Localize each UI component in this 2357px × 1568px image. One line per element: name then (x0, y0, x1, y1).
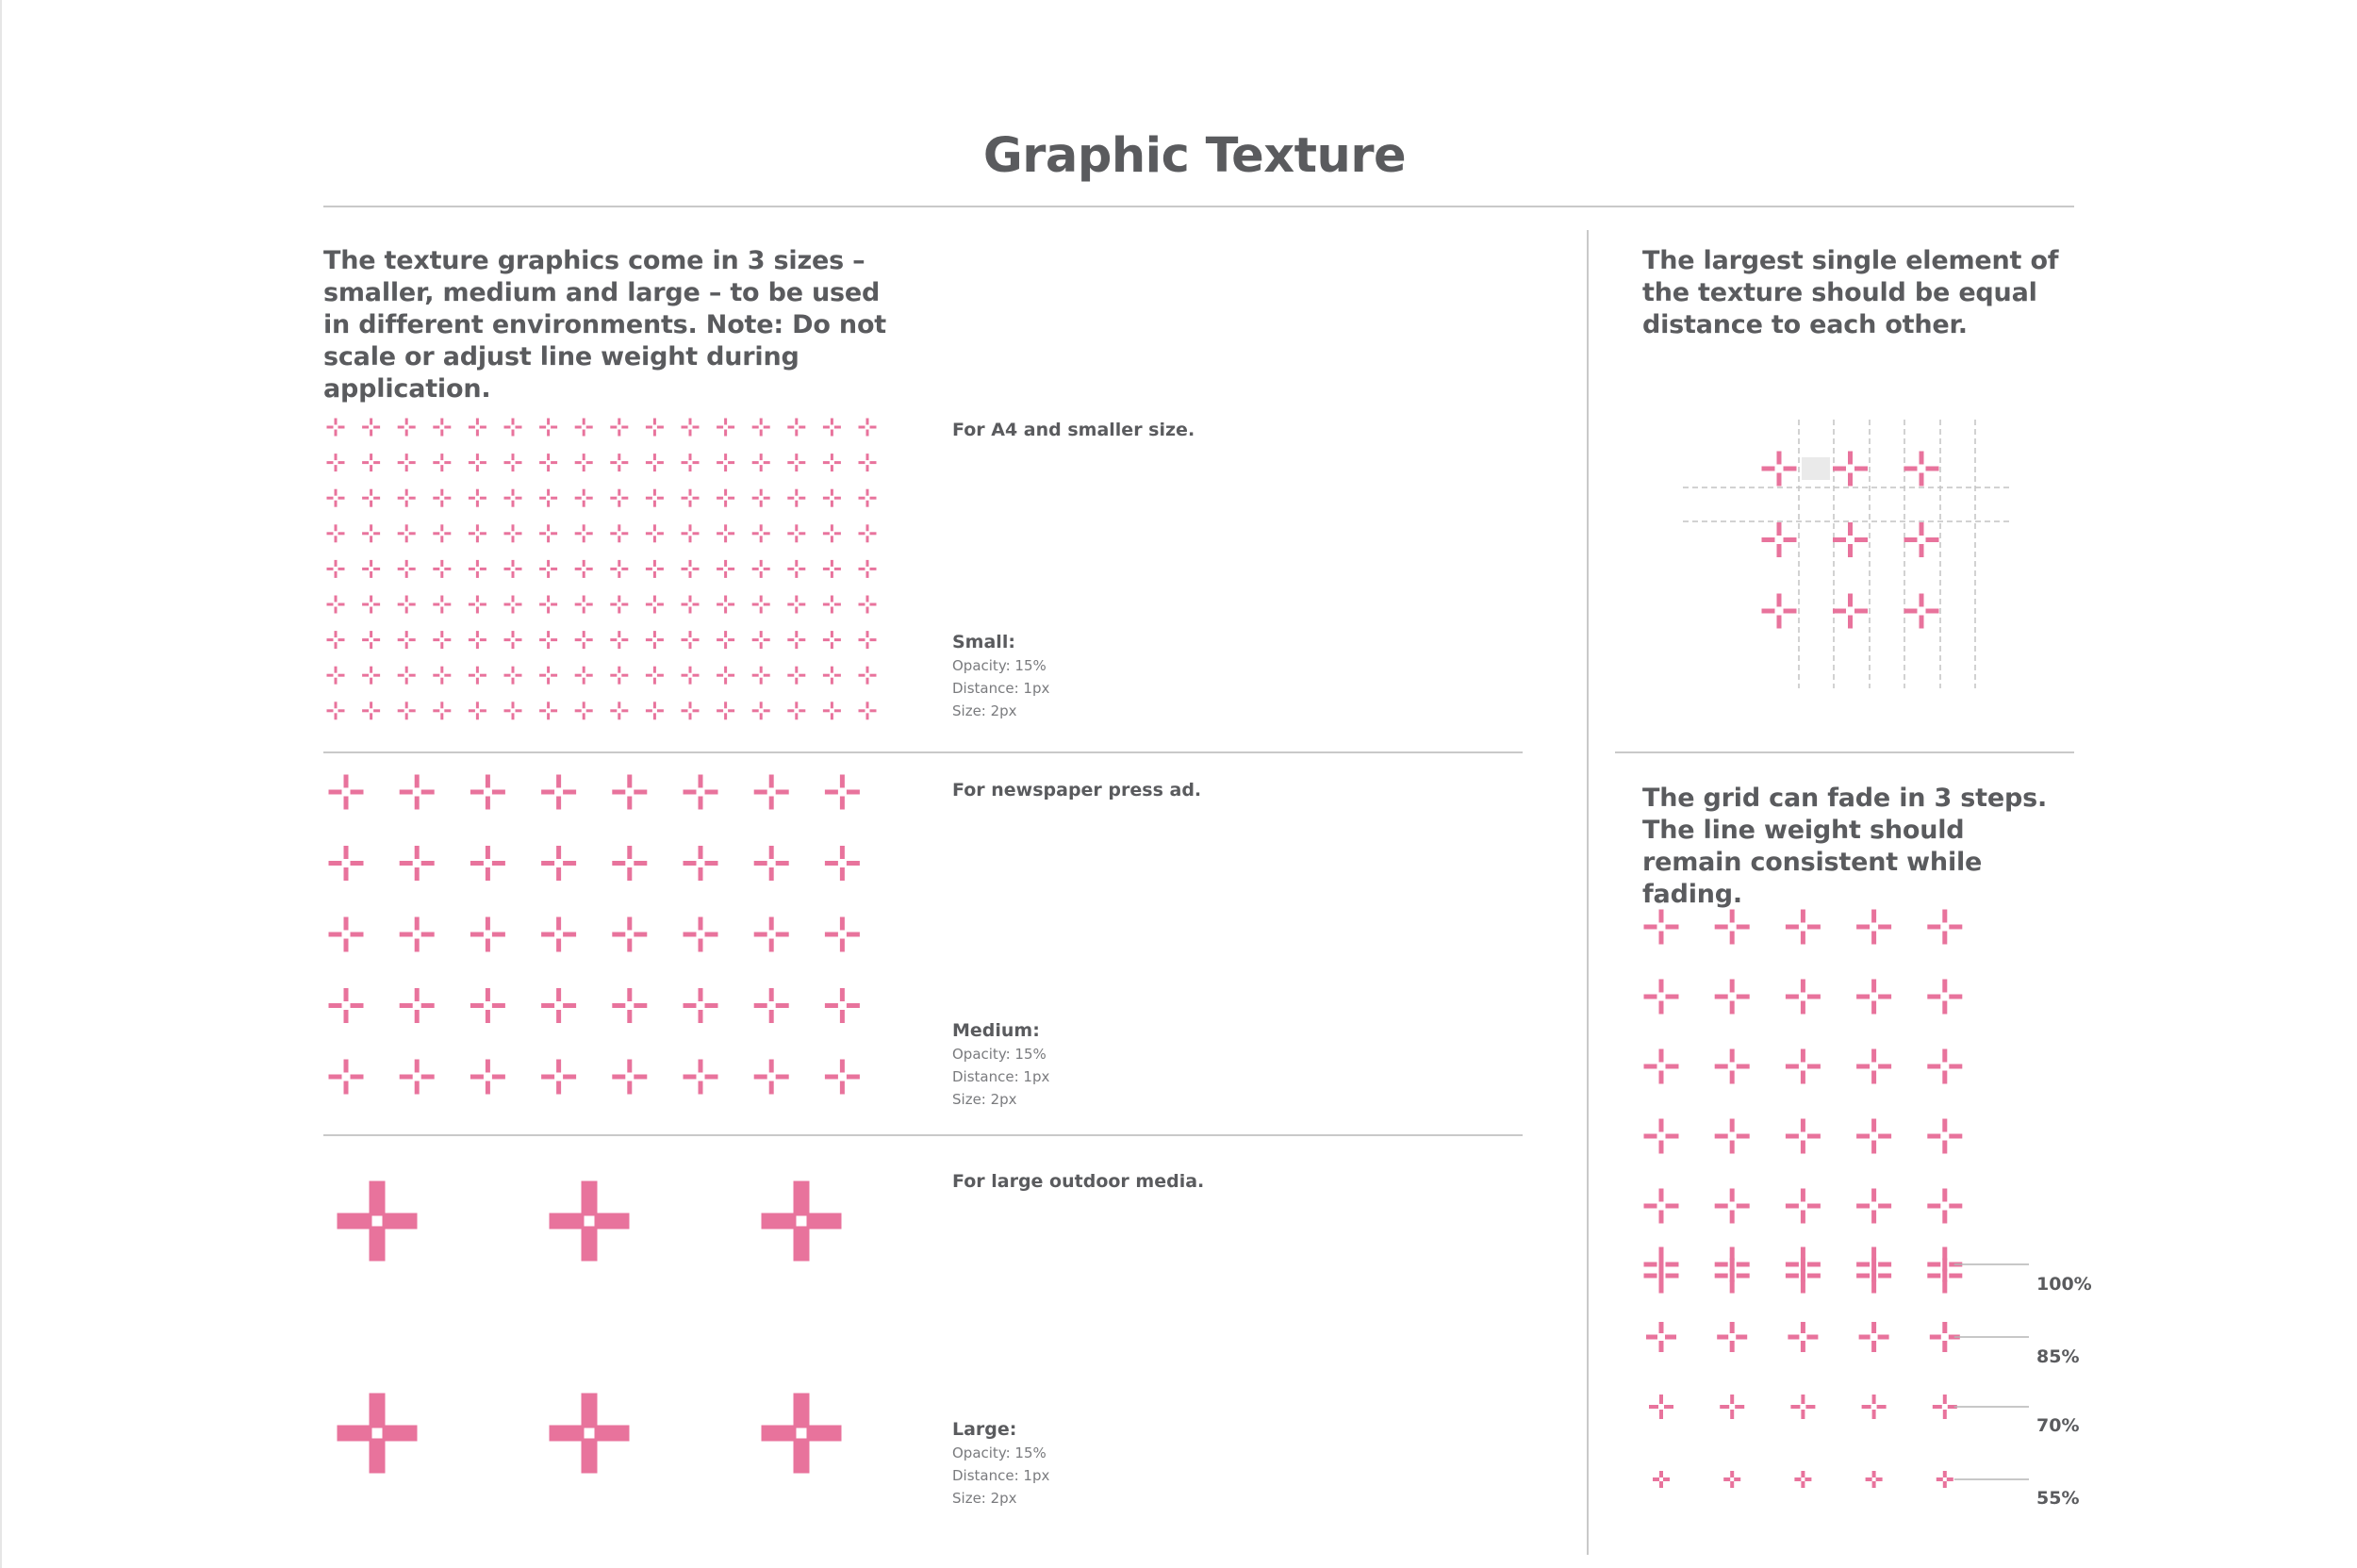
small-cross (327, 524, 345, 542)
small-cross (504, 701, 522, 719)
small-cross (610, 596, 628, 614)
small-cross (539, 596, 557, 614)
small-cross (787, 701, 805, 719)
small-caption: For A4 and smaller size. (952, 420, 1195, 440)
fade-cross (1927, 910, 1962, 945)
small-cross (362, 667, 380, 685)
small-cross (398, 701, 416, 719)
medium-cross (470, 775, 505, 810)
small-cross (433, 667, 451, 685)
medium-texture-grid (323, 775, 889, 1114)
small-cross (504, 419, 522, 437)
small-cross (327, 454, 345, 471)
medium-cross (400, 917, 435, 952)
small-cross (646, 596, 664, 614)
medium-label: Medium: (952, 1020, 1040, 1041)
small-cross (717, 596, 734, 614)
small-cross (682, 560, 700, 578)
fade-cross (1788, 1322, 1818, 1352)
small-cross (575, 667, 593, 685)
small-cross (327, 701, 345, 719)
small-cross (610, 667, 628, 685)
medium-cross (825, 1060, 860, 1095)
medium-cross (329, 988, 364, 1023)
small-cross (433, 524, 451, 542)
fade-cross (1715, 1049, 1750, 1084)
small-cross (433, 701, 451, 719)
medium-cross (541, 1060, 576, 1095)
fade-cross (1856, 1119, 1891, 1154)
medium-cross (541, 775, 576, 810)
small-cross (752, 454, 770, 471)
small-cross (823, 524, 841, 542)
small-cross (575, 524, 593, 542)
small-cross (362, 524, 380, 542)
small-label: Small: (952, 632, 1015, 652)
small-cross (859, 667, 877, 685)
small-cross (504, 524, 522, 542)
small-cross (823, 667, 841, 685)
fade-cross (1715, 980, 1750, 1015)
medium-cross (684, 917, 718, 952)
medium-cross (825, 775, 860, 810)
large-texture-grid (323, 1167, 889, 1497)
fade-cross (1715, 1119, 1750, 1154)
page-edge (0, 0, 2, 1568)
large-cross (762, 1181, 842, 1262)
small-cross (646, 524, 664, 542)
small-cross (610, 560, 628, 578)
small-cross (610, 489, 628, 507)
small-cross (539, 560, 557, 578)
small-cross (362, 454, 380, 471)
small-cross (859, 419, 877, 437)
small-cross (398, 631, 416, 649)
medium-cross (541, 917, 576, 952)
medium-cross (825, 988, 860, 1023)
small-cross (575, 596, 593, 614)
medium-cross (612, 988, 647, 1023)
page-title: Graphic Texture (982, 128, 1407, 185)
small-cross (362, 631, 380, 649)
fade-cross (1653, 1471, 1670, 1488)
spacing-cross (1762, 522, 1797, 557)
small-cross (717, 560, 734, 578)
small-cross (717, 631, 734, 649)
medium-cross (684, 1060, 718, 1095)
small-cross (539, 454, 557, 471)
medium-cross (754, 917, 789, 952)
small-cross (787, 454, 805, 471)
small-cross (539, 524, 557, 542)
medium-cross (470, 917, 505, 952)
small-cross (859, 701, 877, 719)
small-cross (682, 419, 700, 437)
small-cross (787, 419, 805, 437)
small-cross (539, 489, 557, 507)
spacing-cross (1904, 594, 1939, 629)
small-cross (787, 524, 805, 542)
small-cross (398, 489, 416, 507)
small-distance: Distance: 1px (952, 680, 1050, 697)
small-cross (859, 596, 877, 614)
fade-cross (1866, 1471, 1883, 1488)
fade-cross (1644, 910, 1679, 945)
medium-cross (754, 1060, 789, 1095)
small-cross (469, 701, 486, 719)
small-cross (327, 560, 345, 578)
small-cross (469, 667, 486, 685)
small-cross (610, 524, 628, 542)
medium-cross (754, 846, 789, 881)
small-cross (682, 454, 700, 471)
small-cross (469, 524, 486, 542)
spacing-diagram (1678, 415, 2036, 698)
small-cross (362, 596, 380, 614)
medium-cross (612, 1060, 647, 1095)
fade-cross (1717, 1322, 1747, 1352)
small-cross (469, 596, 486, 614)
small-cross (787, 596, 805, 614)
medium-cross (329, 775, 364, 810)
medium-cross (754, 775, 789, 810)
small-cross (859, 454, 877, 471)
small-cross (504, 560, 522, 578)
fade-cross (1715, 910, 1750, 945)
small-cross (752, 419, 770, 437)
medium-distance: Distance: 1px (952, 1068, 1050, 1085)
spacing-cross (1833, 452, 1868, 487)
small-cross (327, 596, 345, 614)
medium-cross (400, 775, 435, 810)
small-cross (646, 701, 664, 719)
fade-cross (1856, 910, 1891, 945)
small-cross (539, 667, 557, 685)
small-cross (539, 419, 557, 437)
small-cross (646, 454, 664, 471)
small-cross (327, 489, 345, 507)
large-cross (550, 1394, 630, 1474)
fade-step-100: 100% (2036, 1274, 2092, 1295)
small-cross (504, 667, 522, 685)
medium-cross (541, 988, 576, 1023)
medium-cross (329, 846, 364, 881)
small-cross (823, 701, 841, 719)
fade-cross (1859, 1322, 1889, 1352)
fade-cross (1927, 1119, 1962, 1154)
fade-heading: The grid can fade in 3 steps. The line weight should remain consistent while fading. (1642, 784, 2048, 909)
small-cross (646, 419, 664, 437)
small-cross (610, 454, 628, 471)
sizes-intro: The texture graphics come in 3 sizes – smaller, medium and large – to be used in different environments. Note: Do not scale or adjust line weight during application. (323, 246, 886, 404)
small-cross (682, 667, 700, 685)
spacing-cross (1904, 522, 1939, 557)
small-cross (575, 454, 593, 471)
small-cross (752, 631, 770, 649)
small-medium-divider (323, 751, 1523, 753)
small-cross (717, 454, 734, 471)
small-cross (752, 524, 770, 542)
fade-cross (1856, 1049, 1891, 1084)
small-texture-grid (323, 413, 889, 724)
large-caption: For large outdoor media. (952, 1171, 1205, 1192)
medium-cross (470, 988, 505, 1023)
small-cross (787, 489, 805, 507)
small-cross (717, 524, 734, 542)
small-cross (682, 701, 700, 719)
small-size: Size: 2px (952, 702, 1017, 719)
fade-cross (1927, 1189, 1962, 1224)
small-cross (327, 667, 345, 685)
small-cross (433, 419, 451, 437)
small-cross (327, 419, 345, 437)
fade-cross (1786, 1049, 1821, 1084)
spacing-cross (1833, 594, 1868, 629)
fade-cross (1786, 910, 1821, 945)
small-cross (682, 631, 700, 649)
medium-large-divider (323, 1134, 1523, 1136)
fade-cross (1715, 1189, 1750, 1224)
small-cross (752, 596, 770, 614)
spacing-cross (1762, 594, 1797, 629)
right-column-divider (1615, 751, 2074, 753)
small-cross (433, 560, 451, 578)
small-cross (787, 560, 805, 578)
small-cross (469, 454, 486, 471)
small-cross (717, 667, 734, 685)
small-cross (823, 489, 841, 507)
medium-cross (541, 846, 576, 881)
fade-cross (1794, 1471, 1811, 1488)
medium-size: Size: 2px (952, 1091, 1017, 1108)
fade-cross (1862, 1395, 1887, 1419)
small-cross (823, 419, 841, 437)
small-cross (469, 489, 486, 507)
fade-cross (1646, 1322, 1676, 1352)
fade-cross (1644, 980, 1679, 1015)
fade-cross (1786, 980, 1821, 1015)
small-cross (469, 419, 486, 437)
fade-step-70: 70% (2036, 1415, 2080, 1436)
medium-cross (400, 1060, 435, 1095)
small-cross (717, 701, 734, 719)
medium-cross (825, 846, 860, 881)
fade-cross (1856, 980, 1891, 1015)
small-cross (398, 667, 416, 685)
large-cross (338, 1181, 418, 1262)
fade-cross (1786, 1189, 1821, 1224)
medium-cross (612, 846, 647, 881)
small-cross (610, 419, 628, 437)
small-cross (504, 454, 522, 471)
large-distance: Distance: 1px (952, 1467, 1050, 1484)
large-size: Size: 2px (952, 1490, 1017, 1507)
small-cross (433, 596, 451, 614)
small-cross (717, 419, 734, 437)
top-divider (323, 206, 2074, 207)
medium-opacity: Opacity: 15% (952, 1046, 1047, 1063)
small-cross (398, 524, 416, 542)
medium-cross (612, 775, 647, 810)
small-cross (398, 419, 416, 437)
large-cross (762, 1394, 842, 1474)
medium-cross (754, 988, 789, 1023)
small-cross (362, 489, 380, 507)
medium-cross (470, 1060, 505, 1095)
small-cross (787, 667, 805, 685)
small-cross (504, 596, 522, 614)
spacing-cross (1833, 522, 1868, 557)
large-cross (550, 1181, 630, 1262)
spacing-heading: The largest single element of the texture should be equal distance to each other. (1642, 246, 2059, 339)
fade-cross (1933, 1395, 1957, 1419)
small-cross (575, 631, 593, 649)
medium-cross (684, 846, 718, 881)
medium-cross (684, 988, 718, 1023)
small-cross (575, 419, 593, 437)
small-cross (327, 631, 345, 649)
medium-cross (329, 917, 364, 952)
fade-cross (1720, 1395, 1744, 1419)
fade-cross (1856, 1189, 1891, 1224)
small-cross (752, 701, 770, 719)
small-cross (575, 560, 593, 578)
small-cross (398, 454, 416, 471)
small-cross (362, 560, 380, 578)
small-cross (717, 489, 734, 507)
fade-texture-grid (1636, 905, 2013, 1518)
fade-cross (1723, 1471, 1740, 1488)
small-cross (433, 454, 451, 471)
small-cross (539, 701, 557, 719)
small-cross (575, 489, 593, 507)
fade-cross (1649, 1395, 1673, 1419)
small-cross (823, 631, 841, 649)
spacing-cross (1762, 452, 1797, 487)
small-cross (610, 701, 628, 719)
small-cross (610, 631, 628, 649)
large-opacity: Opacity: 15% (952, 1444, 1047, 1461)
spacing-highlight (1802, 457, 1830, 480)
small-cross (646, 667, 664, 685)
small-cross (398, 596, 416, 614)
small-cross (469, 560, 486, 578)
small-cross (787, 631, 805, 649)
large-label: Large: (952, 1419, 1017, 1440)
large-cross (338, 1394, 418, 1474)
fade-cross (1927, 980, 1962, 1015)
small-cross (682, 596, 700, 614)
medium-cross (684, 775, 718, 810)
small-cross (752, 667, 770, 685)
small-cross (398, 560, 416, 578)
small-cross (823, 560, 841, 578)
small-opacity: Opacity: 15% (952, 657, 1047, 674)
medium-cross (400, 988, 435, 1023)
fade-cross (1644, 1189, 1679, 1224)
medium-caption: For newspaper press ad. (952, 780, 1202, 801)
spacing-cross (1904, 452, 1939, 487)
small-cross (682, 489, 700, 507)
small-cross (433, 489, 451, 507)
small-cross (859, 631, 877, 649)
small-cross (362, 419, 380, 437)
fade-cross (1644, 1119, 1679, 1154)
small-cross (859, 560, 877, 578)
small-cross (646, 560, 664, 578)
small-cross (362, 701, 380, 719)
small-cross (823, 454, 841, 471)
fade-cross (1786, 1119, 1821, 1154)
small-cross (859, 524, 877, 542)
small-cross (575, 701, 593, 719)
small-cross (504, 489, 522, 507)
small-cross (539, 631, 557, 649)
medium-cross (825, 917, 860, 952)
small-cross (646, 631, 664, 649)
small-cross (646, 489, 664, 507)
fade-cross (1790, 1395, 1815, 1419)
small-cross (823, 596, 841, 614)
medium-cross (400, 846, 435, 881)
fade-cross (1927, 1049, 1962, 1084)
medium-cross (329, 1060, 364, 1095)
small-cross (752, 489, 770, 507)
fade-cross (1937, 1471, 1953, 1488)
fade-step-55: 55% (2036, 1488, 2080, 1509)
fade-step-85: 85% (2036, 1346, 2080, 1367)
small-cross (469, 631, 486, 649)
small-cross (859, 489, 877, 507)
column-divider (1587, 230, 1589, 1555)
medium-cross (470, 846, 505, 881)
small-cross (752, 560, 770, 578)
small-cross (433, 631, 451, 649)
fade-cross (1644, 1049, 1679, 1084)
small-cross (504, 631, 522, 649)
small-cross (682, 524, 700, 542)
medium-cross (612, 917, 647, 952)
